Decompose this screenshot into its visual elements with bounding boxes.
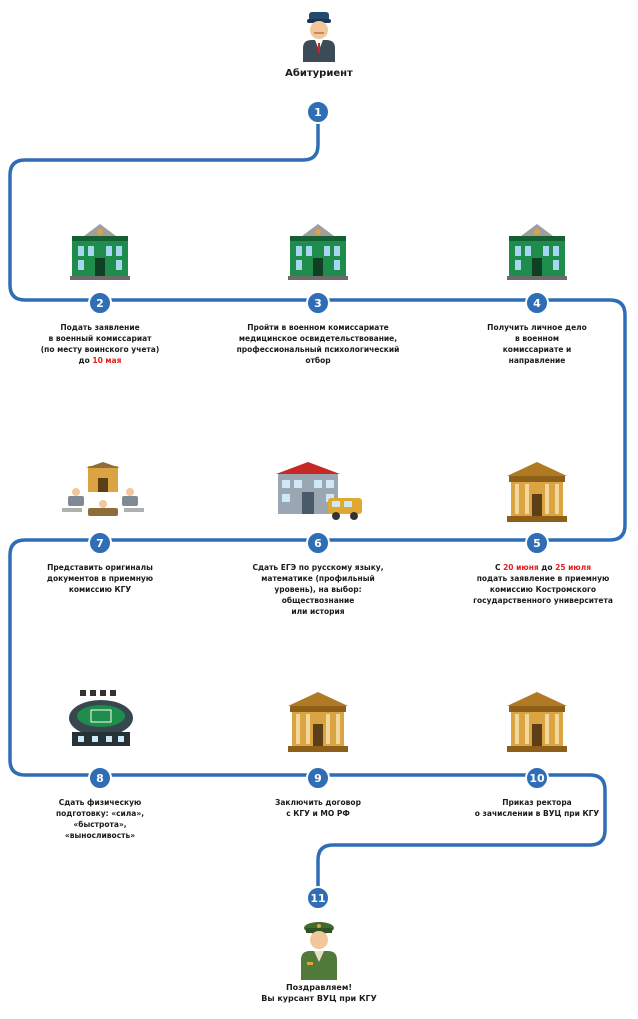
university-icon	[505, 460, 569, 522]
step-6-caption: Сдать ЕГЭ по русскому языку, математике (профильный уровень), на выбор: обществознание или история	[252, 563, 384, 616]
applicant-icon	[300, 10, 338, 62]
step-4-caption: Получить личное дело в военном комиссариате и направление	[487, 323, 587, 365]
deadline-date: 10 мая	[92, 356, 122, 365]
step-node-3: 3	[306, 291, 330, 315]
step-7-caption: Представить оригиналы документов в приемную комиссию КГУ	[46, 563, 154, 594]
step-node-1: 1	[306, 100, 330, 124]
end-date: 25 июля	[555, 563, 592, 572]
stadium-icon	[66, 688, 136, 750]
step-node-10: 10	[525, 766, 549, 790]
school-exam-icon	[272, 458, 366, 522]
university-icon	[505, 690, 569, 752]
military-office-icon	[286, 222, 350, 280]
military-office-icon	[505, 222, 569, 280]
step-node-8: 8	[88, 766, 112, 790]
step-node-2: 2	[88, 291, 112, 315]
step-2-caption: Подать заявление в военный комиссариат (по месту воинского учета) до 10 мая	[40, 323, 160, 365]
congrats-caption: Поздравляем! Вы курсант ВУЦ при КГУ	[261, 983, 377, 1003]
step-10-caption: Приказ ректора о зачислении в ВУЦ при КГУ	[474, 798, 600, 818]
step-5-caption: С 20 июня до 25 июля подать заявление в приемную комиссию Костромского государственного университета	[473, 563, 613, 605]
step-node-7: 7	[88, 531, 112, 555]
step-node-4: 4	[525, 291, 549, 315]
military-office-icon	[68, 222, 132, 280]
step-node-5: 5	[525, 531, 549, 555]
university-icon	[286, 690, 350, 752]
step-8-caption: Сдать физическую подготовку: «сила», «быстрота», «выносливость»	[55, 798, 145, 840]
start-date: 20 июня	[503, 563, 539, 572]
step-node-11: 11	[306, 886, 330, 910]
step-node-9: 9	[306, 766, 330, 790]
applicant-title: Абитуриент	[285, 68, 353, 79]
step-node-6: 6	[306, 531, 330, 555]
admission-office-icon	[58, 462, 148, 524]
step-9-caption: Заключить договор с КГУ и МО РФ	[275, 798, 361, 818]
cadet-icon	[298, 920, 340, 980]
step-3-caption: Пройти в военном комиссариате медицинское освидетельствование, профессиональный психологический отбор	[236, 323, 400, 365]
